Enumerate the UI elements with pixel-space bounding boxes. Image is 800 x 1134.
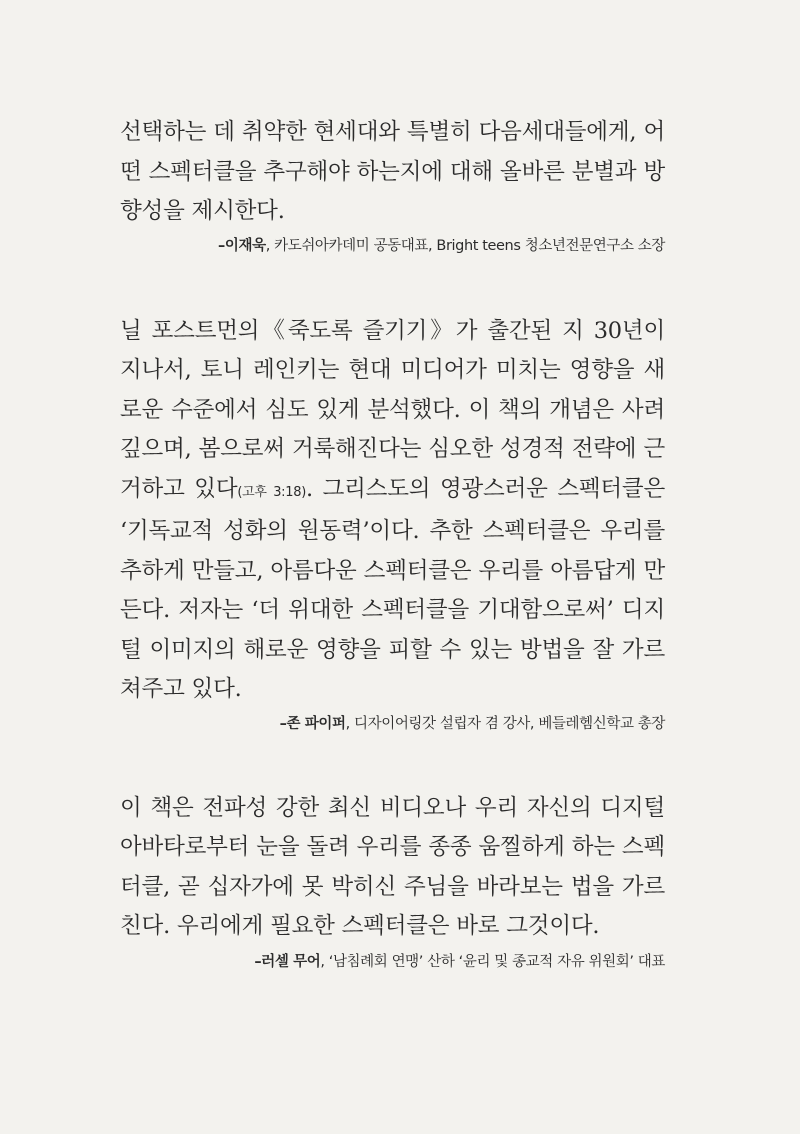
endorser-title: , 디자이어링갓 설립자 겸 강사, 베들레헴신학교 총장 [345,715,665,732]
endorser-title: , 카도쉬아카데미 공동대표, Bright teens 청소년전문연구소 소장 [265,237,665,254]
endorsement-quote [120,789,665,973]
endorsement-quote [120,113,665,257]
endorsement-attribution [120,713,665,735]
endorsement-quote [120,312,665,735]
endorsements-page [120,113,665,973]
endorsement-attribution [120,951,665,973]
endorsement-text: 이 책은 전파성 강한 최신 비디오나 우리 자신의 디지털 아바타로부터 눈을 돌려 우리를 종종 움찔하게 하는 스펙터클, 곧 십자가에 못 박히신 주님을 바라보는 법을 가르친다. 우리에게 필요한 스펙터클은 바로 그것이다. [120,794,665,939]
endorser-name: –러셀 무어 [254,953,321,970]
endorsement-text: 선택하는 데 취약한 현세대와 특별히 다음세대들에게, 어떤 스펙터클을 추구해야 하는지에 대해 올바른 분별과 방향성을 제시한다. [120,119,665,224]
endorsement-text-part: . 그리스도의 영광스러운 스펙터클은 ‘기독교적 성화의 원동력’이다. 추한 스펙터클은 우리를 추하게 만들고, 아름다운 스펙터클은 우리를 아름답게 만든다. 저자는 ‘더 위대한 스펙터클을 기대함으로써’ 디지털 이미지의 해로운 영향을 피할 수 있는 방법을 잘 가르쳐주고 있다. [120,475,665,702]
endorsement-text [120,312,665,710]
endorser-name: –존 파이퍼 [279,715,346,732]
endorser-name: –이재욱 [218,237,266,254]
endorser-title: , ‘남침례회 연맹’ 산하 ‘윤리 및 종교적 자유 위원회’ 대표 [320,953,665,970]
endorsement-attribution [120,235,665,257]
endorsement-text-part: 닐 포스트먼의《죽도록 즐기기》가 출간된 지 30년이 지나서, 토니 레인키는 현대 미디어가 미치는 영향을 새로운 수준에서 심도 있게 분석했다. 이 책의 개념은 사려 깊으며, 봄으로써 거룩해진다는 심오한 성경적 전략에 근거하고 있다 [120,317,665,502]
scripture-reference: (고후 3:18) [237,484,306,500]
